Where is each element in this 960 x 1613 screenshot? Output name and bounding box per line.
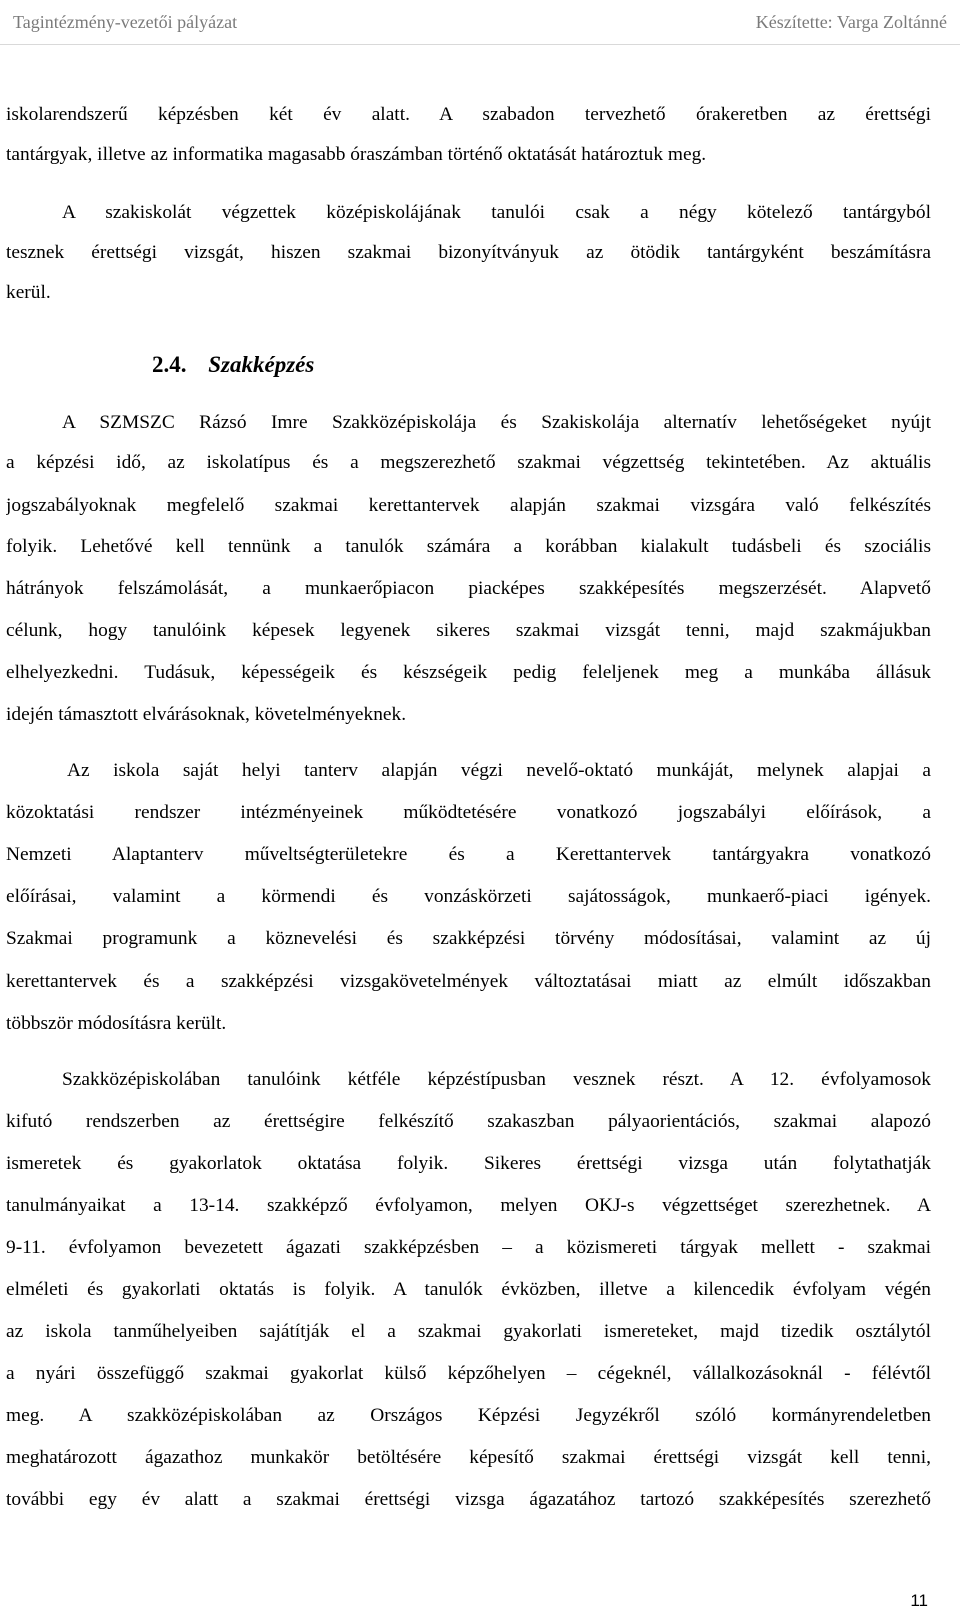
paragraph-line: tesznek érettségi vizsgát, hiszen szakmai bizonyítványuk az ötödik tantárgyként beszámításra xyxy=(6,242,931,263)
paragraph-line: Az iskola saját helyi tanterv alapján végzi nevelő-oktató munkáját, melynek alapjai a xyxy=(67,760,931,781)
paragraph-line: kerettantervek és a szakképzési vizsgakövetelmények változtatásai miatt az elmúlt időszakban xyxy=(6,971,931,992)
paragraph-line: elhelyezkedni. Tudásuk, képességeik és készségeik pedig feleljenek meg a munkába állásuk xyxy=(6,662,931,683)
paragraph-line: a képzési idő, az iskolatípus és a megszerezhető szakmai végzettség tekintetében. Az aktuális xyxy=(6,452,931,473)
paragraph-line: célunk, hogy tanulóink képesek legyenek sikeres szakmai vizsgát tenni, majd szakmájukban xyxy=(6,620,931,641)
paragraph-line: 9-11. évfolyamon bevezetett ágazati szakképzésben – a közismereti tárgyak mellett - szakmai xyxy=(6,1237,931,1258)
page-number: 11 xyxy=(910,1591,928,1610)
paragraph-line: elméleti és gyakorlati oktatás is folyik. A tanulók évközben, illetve a kilencedik évfolyam végén xyxy=(6,1279,931,1300)
paragraph-line: további egy év alatt a szakmai érettségi vizsga ágazatához tartozó szakképesítés szerezhető xyxy=(6,1489,931,1510)
paragraph-line: A SZMSZC Rázsó Imre Szakközépiskolája és Szakiskolája alternatív lehetőségeket nyújt xyxy=(62,412,931,433)
paragraph-line: többször módosításra került. xyxy=(6,1013,227,1034)
paragraph-line: iskolarendszerű képzésben két év alatt. A szabadon tervezhető órakeretben az érettségi xyxy=(6,104,931,125)
section-title: Szakképzés xyxy=(208,352,315,377)
section-heading xyxy=(152,345,314,385)
paragraph-line: kifutó rendszerben az érettségire felkészítő szakaszban pályaorientációs, szakmai alapozó xyxy=(6,1111,931,1132)
paragraph-line: meghatározott ágazathoz munkakör betöltésére képesítő szakmai érettségi vizsgát kell tenni, xyxy=(6,1447,931,1468)
paragraph-line: az iskola tanműhelyeiben sajátítják el a szakmai gyakorlati ismereteket, majd tizedik osztálytól xyxy=(6,1321,931,1342)
header-divider xyxy=(0,44,960,45)
paragraph-line: A szakiskolát végzettek középiskolájának tanulói csak a négy kötelező tantárgyból xyxy=(62,202,931,223)
paragraph-line: idején támasztott elvárásoknak, követelményeknek. xyxy=(6,704,407,725)
paragraph-line: hátrányok felszámolását, a munkaerőpiacon piacképes szakképesítés megszerzését. Alapvető xyxy=(6,578,931,599)
paragraph-line: meg. A szakközépiskolában az Országos Képzési Jegyzékről szóló kormányrendeletben xyxy=(6,1405,931,1426)
paragraph-line: jogszabályoknak megfelelő szakmai kerettantervek alapján szakmai vizsgára való felkészítés xyxy=(6,495,931,516)
page-header xyxy=(0,0,960,44)
paragraph-line: tantárgyak, illetve az informatika magasabb óraszámban történő oktatását határoztuk meg. xyxy=(6,144,707,165)
paragraph-line: Szakmai programunk a köznevelési és szakképzési törvény módosításai, valamint az új xyxy=(6,928,931,949)
paragraph-line: tanulmányaikat a 13-14. szakképző évfolyamon, melyen OKJ-s végzettséget szerezhetnek. A xyxy=(6,1195,931,1216)
paragraph-line: a nyári összefüggő szakmai gyakorlat külső képzőhelyen – cégeknél, vállalkozásoknál - félévtől xyxy=(6,1363,931,1384)
paragraph-line: kerül. xyxy=(6,282,51,303)
paragraph-line: közoktatási rendszer intézményeinek működtetésére vonatkozó jogszabályi előírások, a xyxy=(6,802,931,823)
paragraph-line: előírásai, valamint a körmendi és vonzáskörzeti sajátosságok, munkaerő-piaci igények. xyxy=(6,886,931,907)
section-number: 2.4. xyxy=(152,352,187,377)
paragraph-line: Nemzeti Alaptanterv műveltségterületekre és a Kerettantervek tantárgyakra vonatkozó xyxy=(6,844,931,865)
paragraph-line: ismeretek és gyakorlatok oktatása folyik. Sikeres érettségi vizsga után folytathatják xyxy=(6,1153,931,1174)
paragraph-line: folyik. Lehetővé kell tennünk a tanulók számára a korábban kialakult tudásbeli és szociális xyxy=(6,536,931,557)
header-author: Készítette: Varga Zoltánné xyxy=(755,11,947,32)
paragraph-line: Szakközépiskolában tanulóink kétféle képzéstípusban vesznek részt. A 12. évfolyamosok xyxy=(62,1069,931,1090)
header-title: Tagintézmény-vezetői pályázat xyxy=(13,11,238,32)
